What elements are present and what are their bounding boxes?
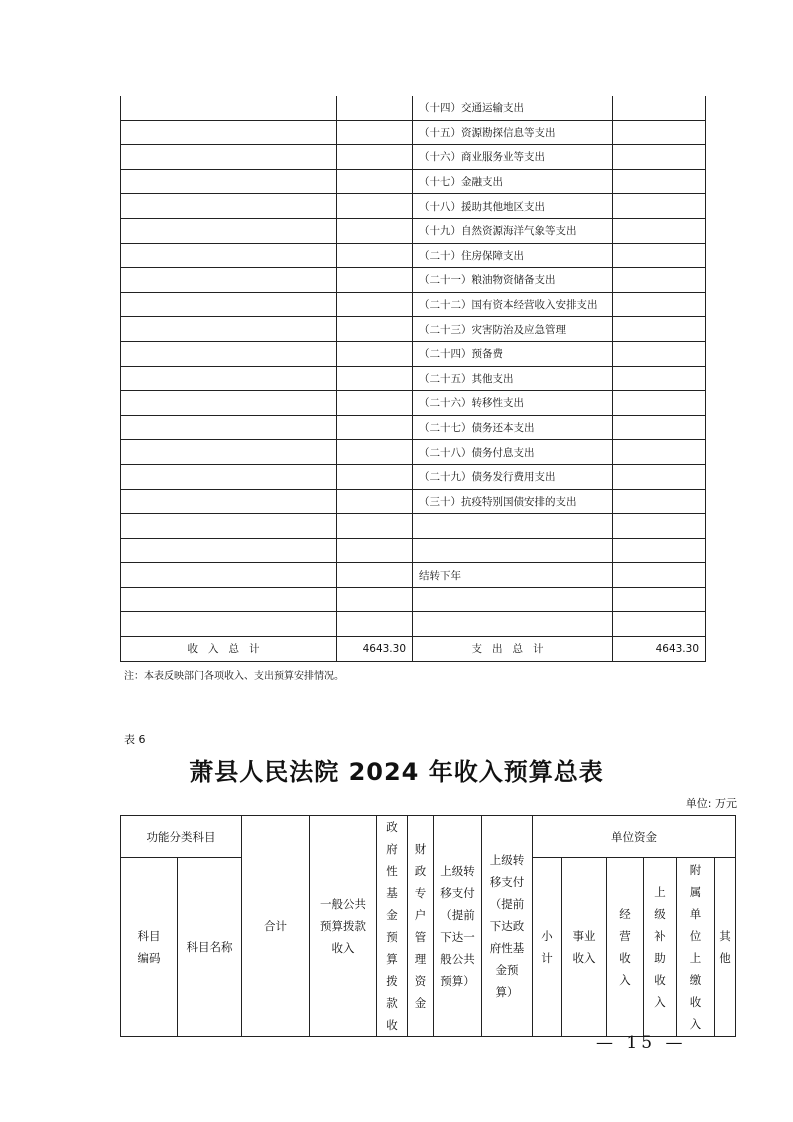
table-cell-c1 [121, 440, 337, 465]
table-cell-c4 [613, 145, 706, 170]
table-cell-c2 [337, 587, 413, 612]
income-expense-summary-table [120, 96, 706, 662]
table-cell-c2 [337, 489, 413, 514]
table-cell-c2 [337, 317, 413, 342]
table-cell-c2 [337, 391, 413, 416]
table-row [121, 391, 706, 416]
table-number: 表 6 [124, 733, 146, 746]
table-cell-c4 [613, 587, 706, 612]
other-header: 其他 [715, 858, 736, 1037]
table-cell-c3 [413, 587, 613, 612]
table-row [121, 317, 706, 342]
table-cell-c2 [337, 415, 413, 440]
table-cell-c1 [121, 218, 337, 243]
table-cell-c4 [613, 341, 706, 366]
table-cell-c3: （二十）住房保障支出 [413, 243, 613, 268]
table-row [121, 145, 706, 170]
table-row [121, 194, 706, 219]
table-row [121, 489, 706, 514]
table-cell-c2 [337, 514, 413, 539]
general-budget-header: 一般公共预算拨款收入 [310, 816, 377, 1037]
table-row [121, 514, 706, 539]
table-cell-c4 [613, 514, 706, 539]
table-cell-c4 [613, 96, 706, 120]
table-row [121, 563, 706, 588]
page-title: 萧县人民法院 2024 年收入预算总表 [189, 758, 604, 786]
total-header: 合计 [242, 816, 310, 1037]
table-cell-c4 [613, 317, 706, 342]
table-cell-c2 [337, 538, 413, 563]
table-cell-c1 [121, 268, 337, 293]
table-cell-c3: （二十二）国有资本经营收入安排支出 [413, 292, 613, 317]
business-income-header: 事业收入 [562, 858, 607, 1037]
upper-fund-header: 上级转移支付（提前下达政府性基金预算） [482, 816, 533, 1037]
table-cell-c2 [337, 563, 413, 588]
table-cell-c2 [337, 464, 413, 489]
table-cell-c2 [337, 169, 413, 194]
table-cell-c1 [121, 514, 337, 539]
table-cell-c3: （二十九）债务发行费用支出 [413, 464, 613, 489]
table-cell-c4 [613, 612, 706, 637]
table-cell-c1 [121, 464, 337, 489]
table-cell-c2 [337, 366, 413, 391]
table-cell-c3: （二十六）转移性支出 [413, 391, 613, 416]
income-total-label: 收入总计 [121, 637, 337, 662]
table-cell-c1 [121, 415, 337, 440]
table-cell-c3: （十四）交通运输支出 [413, 96, 613, 120]
table-cell-c3: （二十五）其他支出 [413, 366, 613, 391]
table-cell-c3 [413, 612, 613, 637]
table-cell-c4 [613, 489, 706, 514]
table-row [121, 440, 706, 465]
table-cell-c2 [337, 96, 413, 120]
total-row [121, 637, 706, 662]
table-cell-c3: （二十四）预备费 [413, 341, 613, 366]
table-cell-c4 [613, 120, 706, 145]
table-cell-c3: （十七）金融支出 [413, 169, 613, 194]
table-cell-c1 [121, 612, 337, 637]
table-row [121, 587, 706, 612]
affiliated-income-header: 附属单位上缴收入 [677, 858, 715, 1037]
table-cell-c3: （十五）资源勘探信息等支出 [413, 120, 613, 145]
table-cell-c2 [337, 292, 413, 317]
table-cell-c1 [121, 145, 337, 170]
table-row [121, 292, 706, 317]
table-cell-c2 [337, 612, 413, 637]
table-cell-c1 [121, 563, 337, 588]
table-cell-c1 [121, 391, 337, 416]
table-cell-c2 [337, 341, 413, 366]
table-cell-c1 [121, 194, 337, 219]
table-cell-c1 [121, 366, 337, 391]
table-row [121, 96, 706, 120]
table-cell-c4 [613, 415, 706, 440]
table-cell-c1 [121, 169, 337, 194]
table-cell-c3: （三十）抗疫特别国债安排的支出 [413, 489, 613, 514]
table-cell-c3: （二十八）债务付息支出 [413, 440, 613, 465]
fiscal-special-header: 财政专户管理资金 [408, 816, 434, 1037]
page-number: — 15 — [596, 1033, 687, 1053]
table-row [121, 218, 706, 243]
upper-general-header: 上级转移支付（提前下达一般公共预算） [434, 816, 482, 1037]
table-cell-c4 [613, 169, 706, 194]
table-row [121, 243, 706, 268]
table-cell-c2 [337, 243, 413, 268]
expense-total-value: 4643.30 [613, 637, 706, 662]
table-cell-c4 [613, 391, 706, 416]
table-cell-c1 [121, 538, 337, 563]
operating-income-header: 经营收入 [607, 858, 644, 1037]
table-cell-c4 [613, 292, 706, 317]
table-cell-c1 [121, 292, 337, 317]
table-cell-c3 [413, 538, 613, 563]
table-cell-c2 [337, 120, 413, 145]
table-cell-c2 [337, 145, 413, 170]
upper-subsidy-header: 上级补助收入 [644, 858, 677, 1037]
subject-code-header: 科目编码 [121, 858, 178, 1037]
table-cell-c4 [613, 243, 706, 268]
table-cell-c4 [613, 538, 706, 563]
table-row [121, 415, 706, 440]
gov-fund-header: 政府性基金预算拨款收 [377, 816, 408, 1037]
income-budget-table [120, 815, 736, 1037]
table-cell-c4 [613, 218, 706, 243]
table-cell-c1 [121, 341, 337, 366]
income-total-value: 4643.30 [337, 637, 413, 662]
table-cell-c3: （二十七）债务还本支出 [413, 415, 613, 440]
table-cell-c2 [337, 268, 413, 293]
subject-name-header: 科目名称 [178, 858, 242, 1037]
table-cell-c1 [121, 587, 337, 612]
table-cell-c1 [121, 243, 337, 268]
table-cell-c3: 结转下年 [413, 563, 613, 588]
table-cell-c1 [121, 317, 337, 342]
unit-label: 单位: 万元 [685, 797, 737, 810]
table-cell-c3: （二十三）灾害防治及应急管理 [413, 317, 613, 342]
subtotal-header: 小计 [533, 858, 562, 1037]
table-cell-c3 [413, 514, 613, 539]
table-cell-c4 [613, 440, 706, 465]
table-row [121, 612, 706, 637]
table-cell-c4 [613, 268, 706, 293]
table-row [121, 366, 706, 391]
table-cell-c4 [613, 464, 706, 489]
table-row [121, 268, 706, 293]
table-cell-c4 [613, 194, 706, 219]
table-cell-c3: （十六）商业服务业等支出 [413, 145, 613, 170]
table-cell-c4 [613, 366, 706, 391]
table-cell-c3: （十八）援助其他地区支出 [413, 194, 613, 219]
table-row [121, 120, 706, 145]
table-cell-c4 [613, 563, 706, 588]
table-row [121, 538, 706, 563]
table-cell-c3: （二十一）粮油物资储备支出 [413, 268, 613, 293]
table-note: 注：本表反映部门各项收入、支出预算安排情况。 [124, 671, 344, 682]
table-row [121, 169, 706, 194]
table-cell-c2 [337, 194, 413, 219]
table-cell-c2 [337, 440, 413, 465]
func-group-header: 功能分类科目 [121, 816, 242, 858]
table-row [121, 341, 706, 366]
table-cell-c1 [121, 120, 337, 145]
expense-total-label: 支出总计 [413, 637, 613, 662]
table-cell-c2 [337, 218, 413, 243]
table-cell-c1 [121, 96, 337, 120]
table-row [121, 464, 706, 489]
table-cell-c1 [121, 489, 337, 514]
unit-funds-header: 单位资金 [533, 816, 736, 858]
table-cell-c3: （十九）自然资源海洋气象等支出 [413, 218, 613, 243]
